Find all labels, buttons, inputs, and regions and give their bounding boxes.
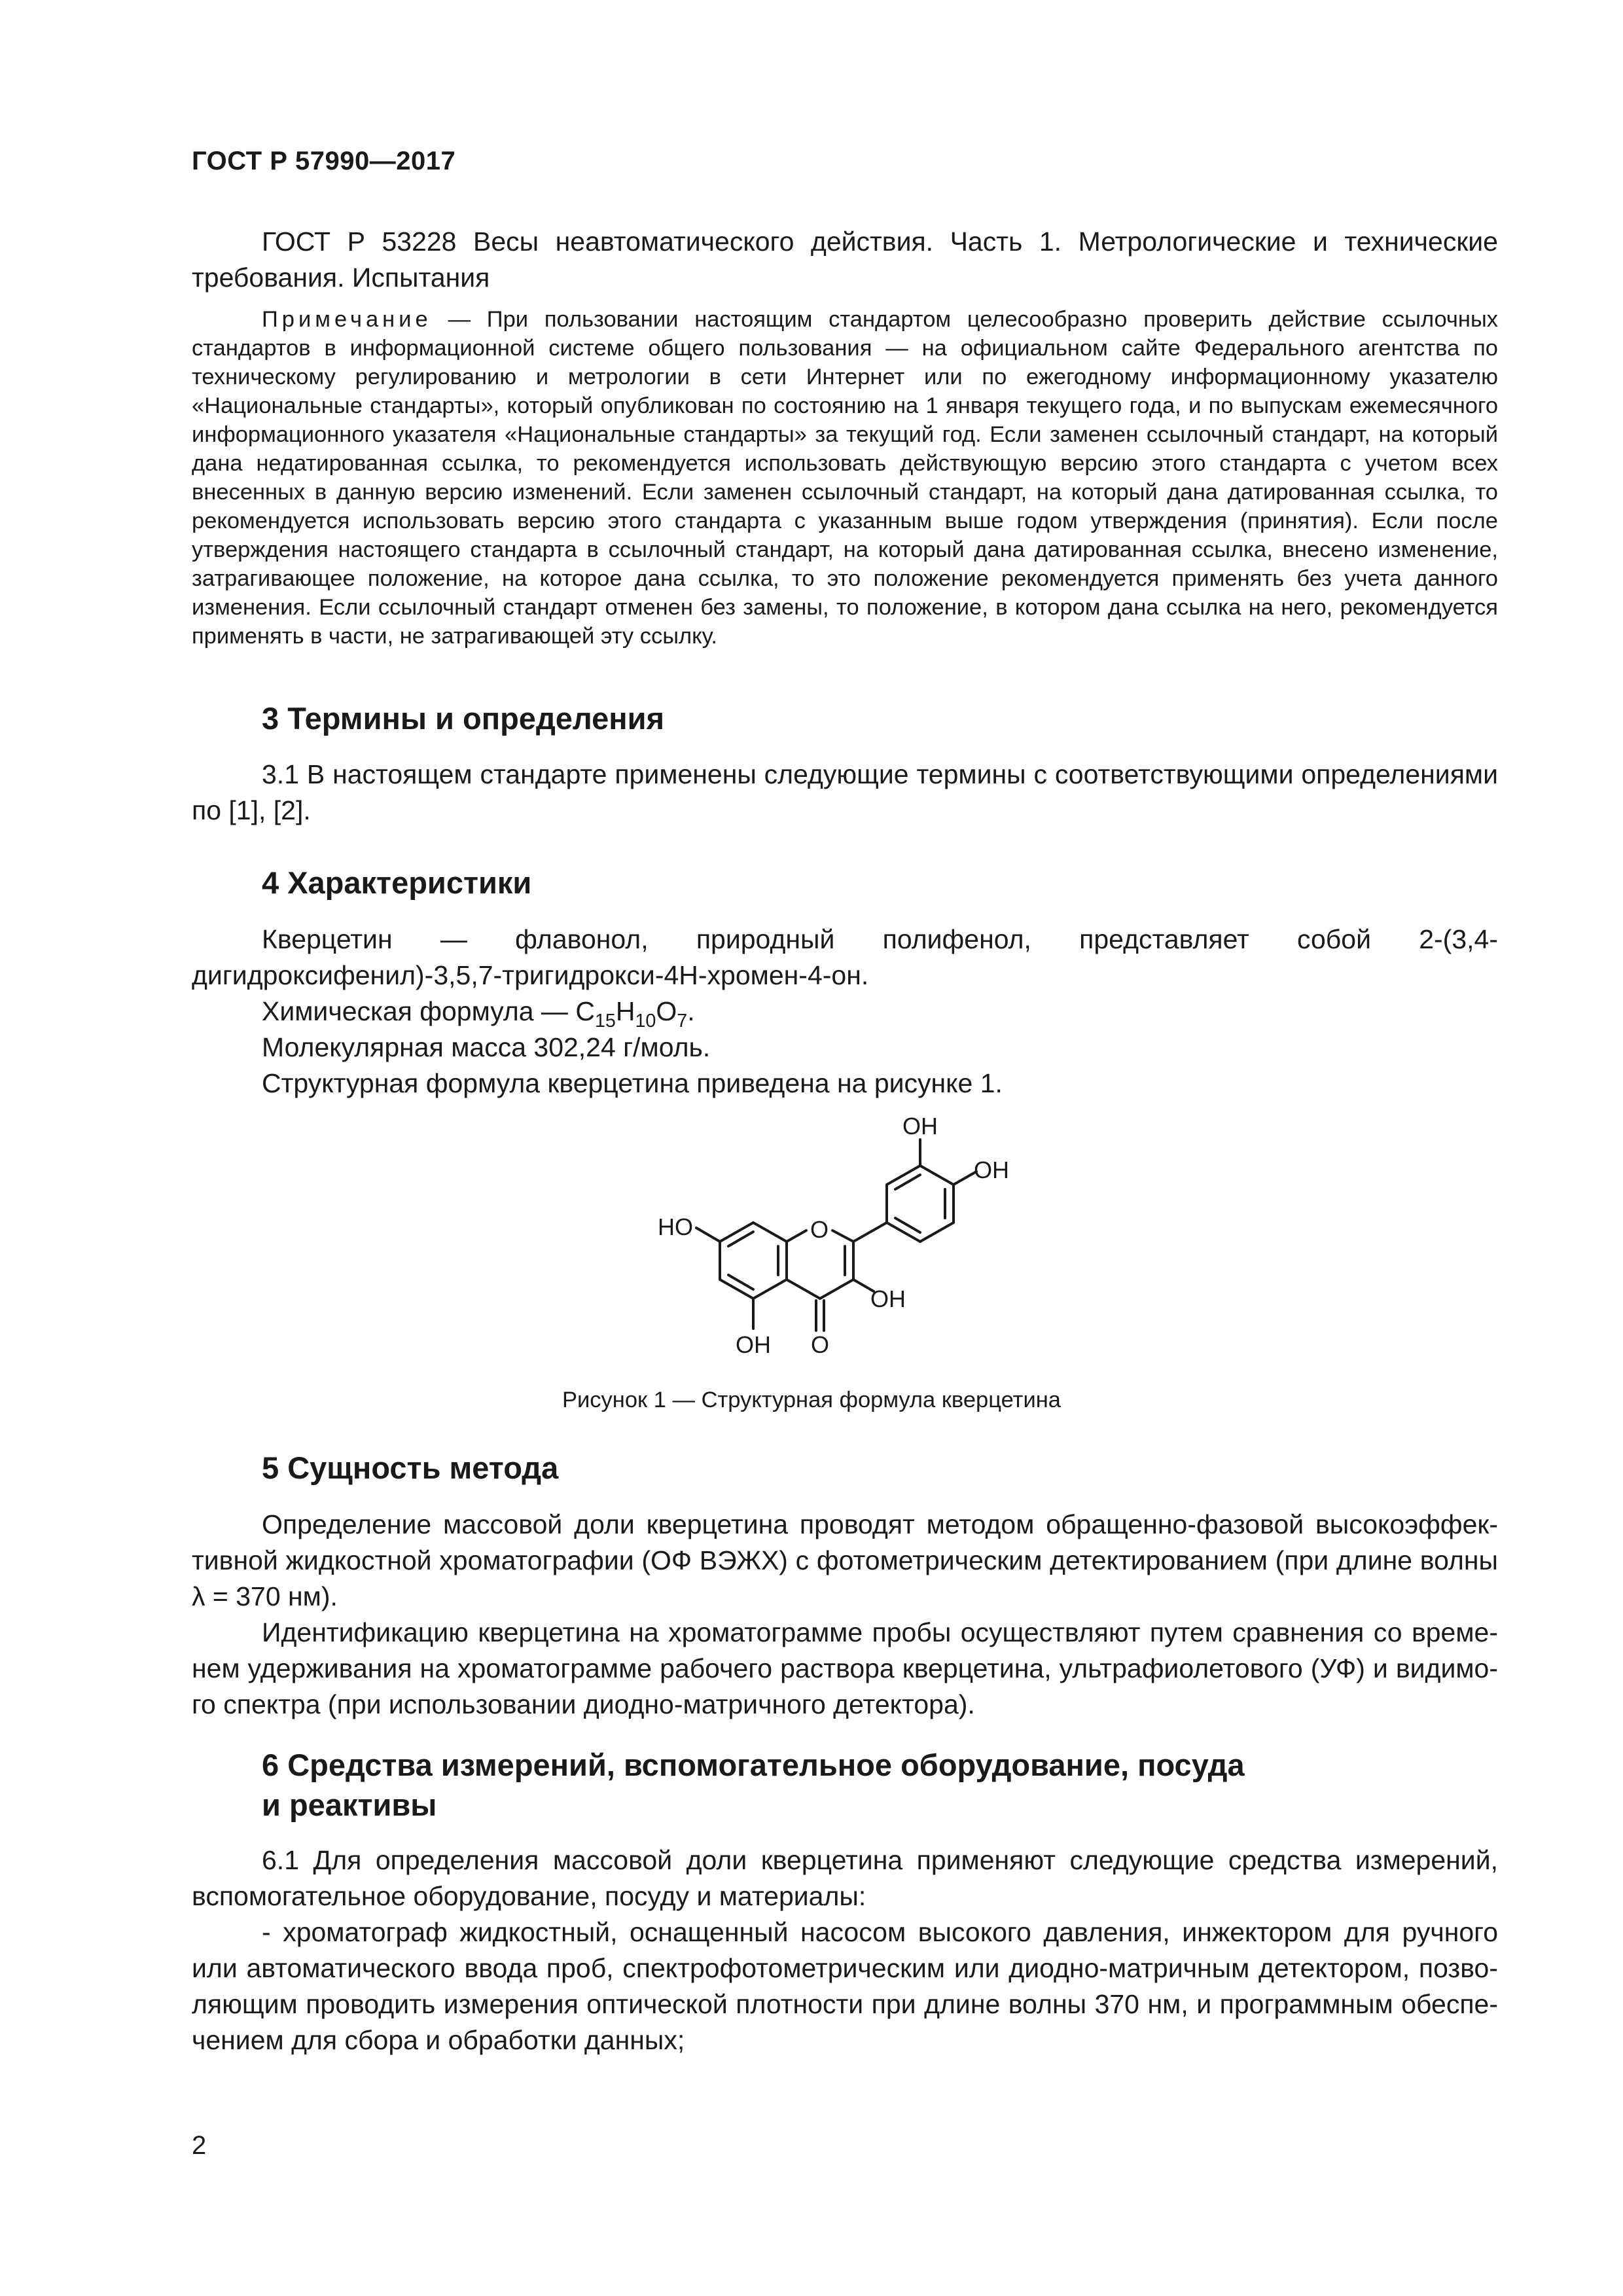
carbonyl-oxygen-label: O — [810, 1331, 830, 1358]
section-4-description: Кверцетин — флавонол, природный полифенол, представляет собой 2-(3,4-дигидроксифенил)-3,5,7-тригидрокси-4Н-хромен-4-он. — [192, 924, 1498, 990]
section-5-p1-line-1: Определение массовой доли кверцетина проводят методом обращенно-фазовой высокоэффек- — [262, 1509, 1498, 1539]
section-5-p1-line-3: λ = 370 нм). — [192, 1581, 338, 1611]
section-6-heading-line-2: и реактивы — [262, 1787, 437, 1822]
oh-3-label: OH — [870, 1285, 906, 1312]
oh-right-label: OH — [974, 1157, 1009, 1183]
oh-top-label: OH — [902, 1113, 938, 1139]
section-5-p2-line-3: го спектра (при использовании диодно-матричного детектора). — [192, 1689, 975, 1719]
section-5-heading: 5 Сущность метода — [262, 1450, 559, 1485]
note-paragraph — [192, 305, 1498, 651]
quercetin-structure-diagram — [641, 1109, 1099, 1384]
page-number: 2 — [192, 2131, 207, 2160]
chemical-formula: Химическая формула — $C_{15}H_{10}O_7$. — [262, 996, 695, 1031]
ring-oxygen-label: O — [810, 1216, 829, 1243]
ho-left-label: HO — [658, 1213, 693, 1240]
section-6-heading-line-1: 6 Средства измерений, вспомогательное оборудование, посуда — [262, 1748, 1245, 1782]
note-label: Примечание — [262, 307, 432, 332]
section-6-p1-line-2: вспомогательное оборудование, посуду и материалы: — [192, 1881, 866, 1911]
section-6-p1-line-1: 6.1 Для определения массовой доли кверцетина применяют следующие средства измерений, — [262, 1845, 1498, 1875]
figure-reference: Структурная формула кверцетина приведена на рисунке 1. — [262, 1068, 1003, 1098]
molecular-mass: Молекулярная масса 302,24 г/моль. — [262, 1032, 711, 1062]
section-4-heading: 4 Характеристики — [262, 865, 532, 900]
oh-5-label: OH — [736, 1331, 771, 1358]
section-5-p2-line-2: нем удерживания на хроматограмме рабочего раствора кверцетина, ультрафиолетового (УФ) и видимо- — [192, 1653, 1498, 1683]
document-header: ГОСТ Р 57990—2017 — [192, 147, 456, 175]
section-6-item1-line-2: или автоматического ввода проб, спектрофотометрическим или диодно-матричным детектором, позво- — [192, 1953, 1498, 1983]
figure-caption: Рисунок 1 — Структурная формула кверцетина — [562, 1388, 1061, 1412]
note-text: — При пользовании настоящим стандартом целесообразно проверить действие ссылочных стандартов в информационной системе общего пользования — на официальном сайте Федерального агентства по техническому регулированию и метрологии в сети Интернет или по ежегодному информационному указателю «Национальные стандарты», который опубликован по состоянию на 1 января текущего года, и по выпускам ежемесячного информационного указателя «Национальные стандарты» за текущий год. Если заменен ссылочный стандарт, на который дана недатированная ссылка, то рекомендуется использовать действующую версию этого стандарта с учетом всех внесенных в данную версию изменений. Если заменен ссылочный стандарт, на который дана датированная ссылка, то рекомендуется использовать версию этого стандарта с указанным выше годом утверждения (принятия). Если после утверждения настоящего стандарта в ссылочный стандарт, на который дана датированная ссылка, внесено изменение, затрагивающее положение, на которое дана ссылка, то это положение рекомендуется применять без учета данного изменения. Если ссылочный стандарт отменен без замены, то положение, в котором дана ссылка на него, рекомендуется применять в части, не затрагивающей эту ссылку. — [192, 307, 1498, 649]
section-5-p1-line-2: тивной жидкостной хроматографии (ОФ ВЭЖХ) с фотометрическим детектированием (при длине волны — [192, 1545, 1498, 1575]
section-6-item1-line-1: - хроматограф жидкостный, оснащенный насосом высокого давления, инжектором для ручного — [262, 1917, 1498, 1947]
section-3-heading: 3 Термины и определения — [262, 701, 664, 736]
reference-entry: ГОСТ Р 53228 Весы неавтоматического действия. Часть 1. Метрологические и технические требования. Испытания — [192, 226, 1498, 293]
section-3-paragraph: 3.1 В настоящем стандарте применены следующие термины с соответствующими определениями по [1], [2]. — [192, 759, 1498, 825]
section-5-p2-line-1: Идентификацию кверцетина на хроматограмме пробы осуществляют путем сравнения со време- — [262, 1617, 1498, 1647]
section-6-item1-line-3: ляющим проводить измерения оптической плотности при длине волны 370 нм, и программным обеспе- — [192, 1989, 1498, 2019]
section-6-item1-line-4: чением для сбора и обработки данных; — [192, 2025, 685, 2055]
